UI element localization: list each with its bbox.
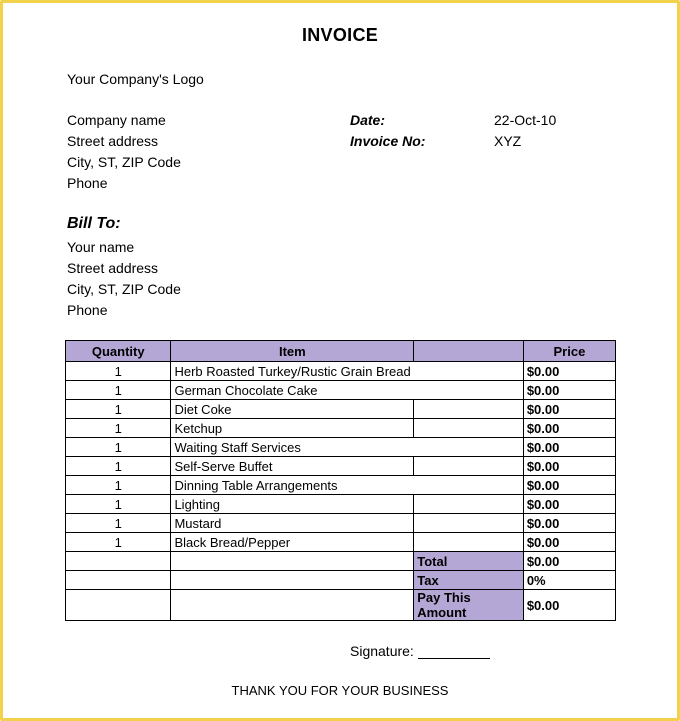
row-item: Black Bread/Pepper	[171, 533, 414, 552]
row-quantity: 1	[66, 400, 171, 419]
row-price: $0.00	[523, 533, 615, 552]
row-item: Dinning Table Arrangements	[171, 476, 414, 495]
row-item: German Chocolate Cake	[171, 381, 414, 400]
row-quantity: 1	[66, 495, 171, 514]
signature-label: Signature:	[350, 643, 414, 659]
row-item-spacer	[414, 362, 524, 381]
summary-empty-cell	[171, 552, 414, 571]
table-header-row	[66, 341, 616, 362]
table-row	[66, 381, 616, 400]
table-row	[66, 533, 616, 552]
row-item-spacer	[414, 476, 524, 495]
row-item: Ketchup	[171, 419, 414, 438]
bill-to-label: Bill To:	[67, 215, 121, 232]
table-row	[66, 419, 616, 438]
row-quantity: 1	[66, 381, 171, 400]
row-quantity: 1	[66, 362, 171, 381]
item-header-spacer	[414, 341, 524, 362]
row-item: Waiting Staff Services	[171, 438, 414, 457]
row-item-spacer	[414, 400, 524, 419]
row-item-spacer	[414, 457, 524, 476]
table-row	[66, 457, 616, 476]
row-item: Diet Coke	[171, 400, 414, 419]
invoice-number-label: Invoice No:	[350, 133, 426, 149]
bill-to-city: City, ST, ZIP Code	[67, 281, 181, 297]
table-row	[66, 495, 616, 514]
summary-value: $0.00	[523, 552, 615, 571]
row-item-spacer	[414, 514, 524, 533]
company-city: City, ST, ZIP Code	[67, 154, 181, 170]
invoice-number-value: XYZ	[494, 133, 522, 149]
company-street: Street address	[67, 133, 159, 149]
row-item: Lighting	[171, 495, 414, 514]
footer-thanks: THANK YOU FOR YOUR BUSINESS	[231, 683, 449, 698]
company-phone: Phone	[67, 175, 108, 191]
table-row	[66, 476, 616, 495]
summary-value: 0%	[523, 571, 615, 590]
summary-empty-cell	[66, 571, 171, 590]
invoice-table	[65, 340, 616, 621]
row-price: $0.00	[523, 400, 615, 419]
summary-empty-cell	[171, 571, 414, 590]
row-item-spacer	[414, 533, 524, 552]
date-label: Date:	[350, 112, 386, 128]
row-item: Mustard	[171, 514, 414, 533]
summary-value: $0.00	[523, 590, 615, 621]
summary-label: Tax	[414, 571, 524, 590]
bill-to-street: Street address	[67, 260, 159, 276]
bill-to-phone: Phone	[67, 302, 108, 318]
row-quantity: 1	[66, 533, 171, 552]
row-quantity: 1	[66, 419, 171, 438]
row-item: Self-Serve Buffet	[171, 457, 414, 476]
summary-empty-cell	[66, 590, 171, 621]
row-quantity: 1	[66, 476, 171, 495]
row-price: $0.00	[523, 362, 615, 381]
row-item-spacer	[414, 381, 524, 400]
row-price: $0.00	[523, 514, 615, 533]
summary-label: Pay This Amount	[414, 590, 524, 621]
company-logo-placeholder: Your Company's Logo	[67, 71, 204, 87]
company-name: Company name	[67, 112, 166, 128]
row-quantity: 1	[66, 514, 171, 533]
quantity-header: Quantity	[66, 341, 171, 362]
row-price: $0.00	[523, 438, 615, 457]
table-row	[66, 400, 616, 419]
row-price: $0.00	[523, 457, 615, 476]
row-item: Herb Roasted Turkey/Rustic Grain Bread	[171, 362, 414, 381]
row-item-spacer	[414, 419, 524, 438]
row-item-spacer	[414, 495, 524, 514]
invoice-title: INVOICE	[301, 25, 379, 45]
summary-empty-cell	[66, 552, 171, 571]
table-row	[66, 438, 616, 457]
date-value: 22-Oct-10	[494, 112, 557, 128]
item-header: Item	[171, 341, 414, 362]
signature-line[interactable]	[418, 644, 490, 659]
price-header: Price	[523, 341, 615, 362]
summary-empty-cell	[171, 590, 414, 621]
row-item-spacer	[414, 438, 524, 457]
bill-to-name: Your name	[67, 239, 135, 255]
row-price: $0.00	[523, 419, 615, 438]
table-row	[66, 362, 616, 381]
row-price: $0.00	[523, 476, 615, 495]
row-price: $0.00	[523, 381, 615, 400]
row-price: $0.00	[523, 495, 615, 514]
row-quantity: 1	[66, 438, 171, 457]
summary-label: Total	[414, 552, 524, 571]
summary-row	[66, 590, 616, 621]
row-quantity: 1	[66, 457, 171, 476]
summary-row	[66, 571, 616, 590]
summary-row	[66, 552, 616, 571]
signature-field	[350, 643, 490, 659]
table-row	[66, 514, 616, 533]
